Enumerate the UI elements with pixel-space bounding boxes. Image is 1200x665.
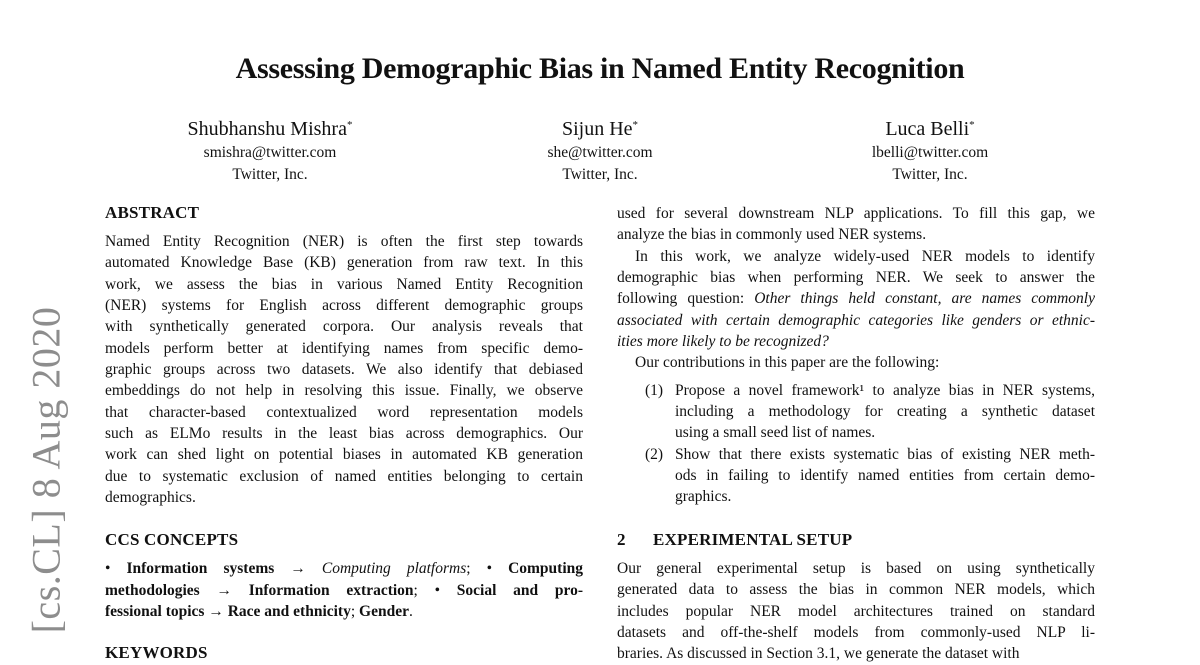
text-line bbox=[617, 310, 1095, 331]
intro-paragraph-1 bbox=[617, 203, 1095, 246]
text-segment: ; • bbox=[466, 560, 509, 578]
text-segment: • bbox=[105, 560, 127, 578]
author-footnote-marker: * bbox=[632, 119, 639, 131]
abstract-heading: ABSTRACT bbox=[105, 203, 200, 222]
text-segment: such as ELMo results in the least bias across demographics. Our bbox=[105, 425, 583, 443]
text-line bbox=[105, 580, 583, 601]
section-title: EXPERIMENTAL SETUP bbox=[653, 529, 853, 549]
text-line bbox=[617, 601, 1095, 622]
text-segment: associated with certain demographic categories like genders or ethnic- bbox=[617, 311, 1095, 329]
text-segment: Race and ethnicity bbox=[227, 603, 351, 621]
text-segment: ods in failing to identify named entities from certain demo- bbox=[675, 467, 1095, 485]
text-line bbox=[675, 380, 1095, 401]
text-line bbox=[105, 295, 583, 316]
left-column bbox=[105, 203, 583, 665]
text-line bbox=[105, 231, 583, 252]
author-name bbox=[765, 112, 1095, 142]
text-segment: (NER) systems for English across different demographic groups bbox=[105, 297, 583, 315]
text-line bbox=[105, 380, 583, 401]
text-segment: analyze the bias in commonly used NER systems. bbox=[617, 226, 927, 244]
author-affiliation: Twitter, Inc. bbox=[232, 166, 308, 183]
text-segment: Other things held constant, are names commonly bbox=[754, 290, 1095, 308]
text-segment: models perform better at identifying names from specific demo- bbox=[105, 339, 583, 357]
arxiv-stamp: [cs.CL] 8 Aug 2020 bbox=[23, 306, 69, 634]
text-segment: graphics. bbox=[675, 488, 732, 506]
author-name-text: Shubhanshu Mishra bbox=[187, 118, 347, 140]
text-line bbox=[617, 267, 1095, 288]
author-email: smishra@twitter.com bbox=[203, 144, 337, 161]
text-line bbox=[617, 224, 1095, 245]
text-line bbox=[105, 316, 583, 337]
author-block-3 bbox=[765, 112, 1095, 186]
author-block-2 bbox=[435, 112, 765, 186]
intro-paragraph-2 bbox=[617, 246, 1095, 353]
section-2-paragraph bbox=[617, 558, 1095, 665]
text-segment: . bbox=[408, 603, 413, 621]
text-line bbox=[105, 444, 583, 465]
text-segment: generated data to assess the bias in common NER models, which bbox=[617, 581, 1095, 599]
text-segment: Named Entity Recognition (NER) is often the first step towards bbox=[105, 233, 583, 250]
author-email: she@twitter.com bbox=[547, 144, 653, 161]
text-segment: demographics. bbox=[105, 489, 196, 507]
author-row bbox=[105, 112, 1095, 186]
author-name bbox=[435, 112, 765, 142]
text-segment: Our general experimental setup is based on using synthetically bbox=[617, 559, 1095, 577]
author-name-text: Sijun He bbox=[561, 118, 633, 140]
text-line bbox=[617, 558, 1095, 579]
text-line bbox=[617, 246, 1095, 267]
text-segment: methodologies bbox=[105, 581, 200, 599]
text-segment: Computing platforms bbox=[321, 560, 467, 578]
abstract-paragraph bbox=[105, 231, 583, 508]
text-segment: Gender bbox=[359, 603, 409, 621]
author-footnote-marker: * bbox=[969, 119, 975, 131]
text-segment: datasets and off-the-shelf models from commonly-used NLP li- bbox=[617, 623, 1095, 641]
text-line bbox=[617, 203, 1095, 224]
text-segment: ; • bbox=[413, 581, 457, 599]
text-line bbox=[105, 423, 583, 444]
text-segment: → bbox=[204, 603, 228, 621]
ccs-concepts-heading: CCS CONCEPTS bbox=[105, 530, 239, 550]
text-line bbox=[105, 402, 583, 423]
text-segment: using a small seed list of names. bbox=[675, 424, 876, 442]
text-segment: Propose a novel framework¹ to analyze bias in NER systems, bbox=[675, 381, 1095, 399]
text-segment: work can shed light on potential biases in automated KB generation bbox=[105, 446, 583, 464]
text-line bbox=[617, 331, 1095, 352]
contributions-list bbox=[617, 380, 1095, 508]
text-segment: → bbox=[274, 560, 322, 578]
author-block-1 bbox=[105, 112, 435, 186]
text-segment: Computing bbox=[508, 560, 584, 578]
ccs-concepts-paragraph bbox=[105, 558, 583, 622]
text-line bbox=[617, 622, 1095, 643]
text-segment: work, we assess the bias in various Named Entity Recognition bbox=[105, 275, 583, 293]
keywords-heading: KEYWORDS bbox=[105, 642, 208, 662]
text-segment: ; bbox=[350, 603, 360, 621]
list-item-marker: (1) bbox=[645, 381, 664, 399]
text-segment: includes popular NER model architectures trained on standard bbox=[617, 602, 1095, 620]
section-2-heading bbox=[617, 530, 1095, 550]
text-line bbox=[105, 487, 583, 508]
text-segment: ities more likely to be recognized? bbox=[617, 333, 829, 351]
text-segment: Social and pro- bbox=[456, 581, 584, 599]
text-segment: including a methodology for creating a synthetic dataset bbox=[675, 403, 1095, 421]
text-line bbox=[675, 422, 1095, 443]
author-footnote-marker: * bbox=[346, 119, 353, 131]
text-line bbox=[675, 444, 1095, 465]
text-line bbox=[105, 252, 583, 273]
text-segment: Information extraction bbox=[248, 581, 414, 599]
text-line bbox=[675, 401, 1095, 422]
text-segment: embeddings do not help in resolving this issue. Finally, we observe bbox=[105, 382, 583, 400]
text-line bbox=[105, 466, 583, 487]
text-line bbox=[617, 643, 1095, 664]
list-item bbox=[617, 444, 1095, 508]
list-item-marker: (2) bbox=[645, 445, 664, 463]
author-affiliation: Twitter, Inc. bbox=[562, 166, 638, 183]
text-segment: due to systematic exclusion of named entities belonging to certain bbox=[105, 467, 583, 485]
text-segment: with synthetically generated corpora. Our analysis reveals that bbox=[105, 318, 583, 336]
text-segment: automated Knowledge Base (KB) generation from raw text. In this bbox=[105, 254, 583, 272]
text-segment: Show that there exists systematic bias of existing NER meth- bbox=[675, 445, 1095, 463]
text-line bbox=[105, 274, 583, 295]
author-affiliation: Twitter, Inc. bbox=[892, 166, 968, 183]
text-line bbox=[617, 579, 1095, 600]
text-line bbox=[105, 359, 583, 380]
author-name-text: Luca Belli bbox=[885, 118, 970, 140]
author-email: lbelli@twitter.com bbox=[871, 144, 989, 161]
list-item bbox=[617, 380, 1095, 444]
text-line bbox=[105, 338, 583, 359]
text-segment: used for several downstream NLP applications. To fill this gap, we bbox=[617, 205, 1095, 222]
text-line bbox=[675, 465, 1095, 486]
text-line bbox=[617, 352, 1095, 373]
author-name bbox=[105, 112, 435, 142]
text-segment: graphic groups across two datasets. We also identify that debiased bbox=[105, 361, 583, 379]
section-number: 2 bbox=[617, 529, 626, 549]
text-line bbox=[617, 288, 1095, 309]
text-segment: In this work, we analyze widely-used NER models to identify bbox=[635, 247, 1095, 265]
text-segment: → bbox=[199, 581, 249, 599]
right-column bbox=[617, 203, 1095, 665]
text-segment: fessional topics bbox=[105, 603, 205, 621]
two-column-body bbox=[105, 203, 1095, 665]
text-line bbox=[675, 486, 1095, 507]
text-segment: demographic bias when performing NER. We seek to answer the bbox=[617, 269, 1095, 287]
text-segment: braries. As discussed in Section 3.1, we generate the dataset with bbox=[617, 645, 1020, 663]
text-line bbox=[105, 601, 583, 622]
contributions-intro bbox=[617, 352, 1095, 373]
text-segment: following question: bbox=[617, 290, 755, 308]
text-segment: that character-based contextualized word representation models bbox=[105, 403, 583, 421]
text-segment: Information systems bbox=[126, 560, 275, 578]
text-line bbox=[105, 558, 583, 579]
text-segment: Our contributions in this paper are the following: bbox=[635, 354, 940, 372]
paper-title: Assessing Demographic Bias in Named Entity Recognition bbox=[235, 52, 965, 85]
